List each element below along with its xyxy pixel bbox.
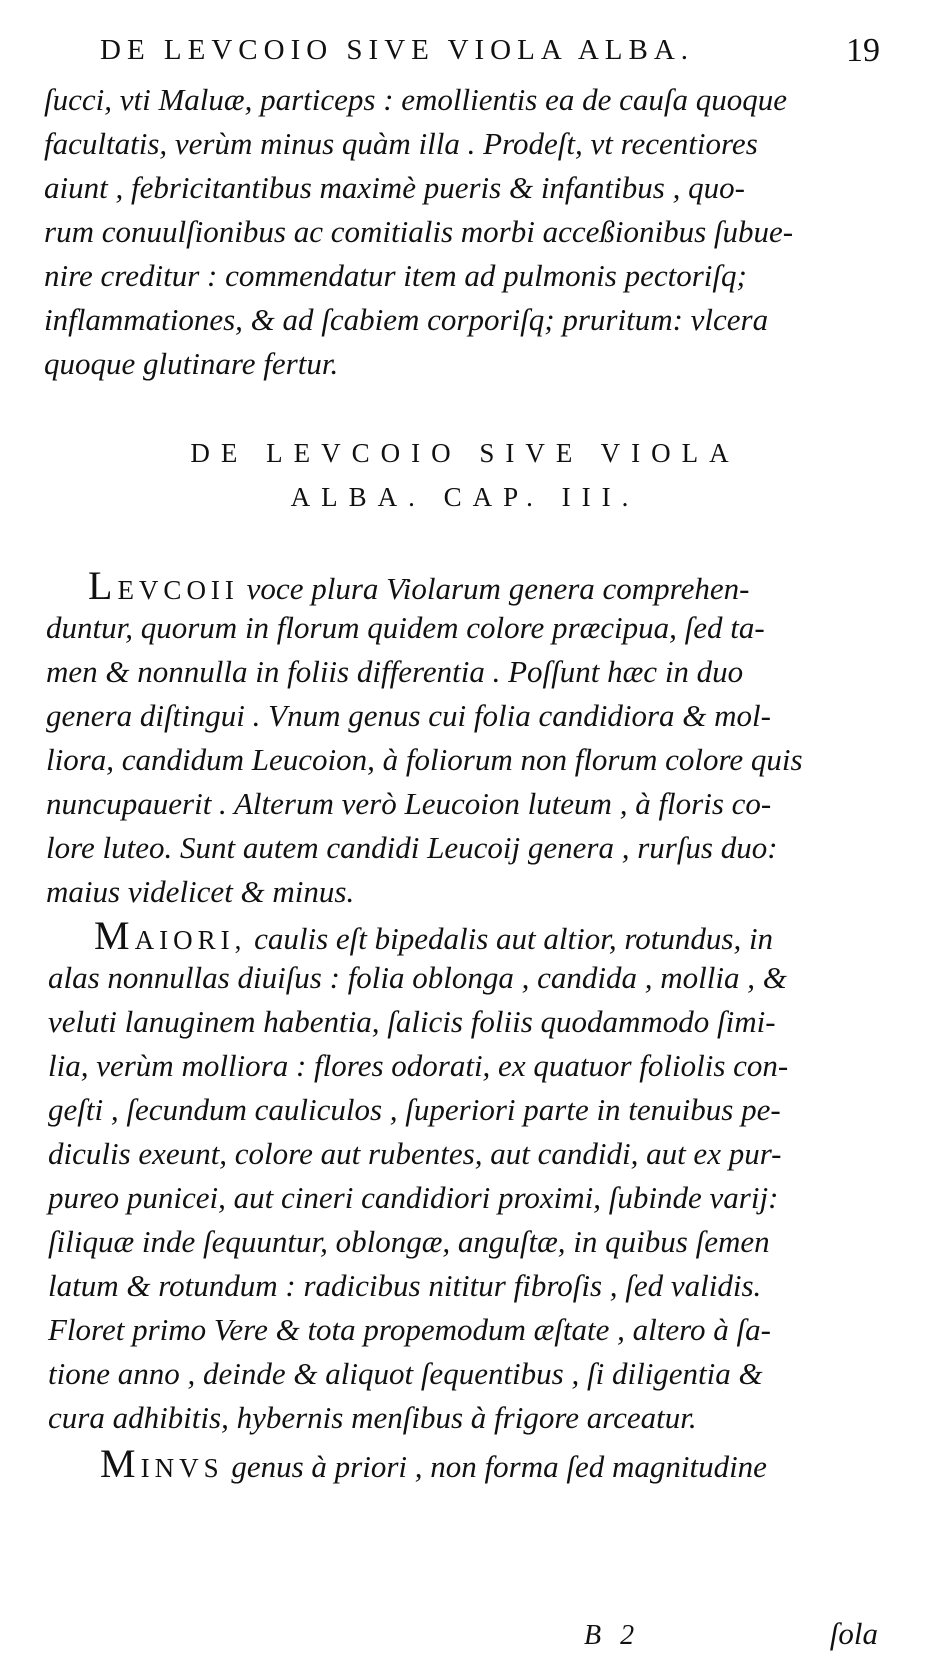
- running-title: DE LEVCOIO SIVE VIOLA ALBA.: [100, 34, 695, 66]
- text-line: geſti , ſecundum cauliculos , ſuperiori parte in tenuibus pe-: [48, 1092, 781, 1127]
- text-line: maius videlicet & minus.: [46, 874, 355, 909]
- text-line: nire creditur : commendatur item ad pulmonis pectoriſq;: [44, 258, 747, 293]
- text-line: ſiliquæ inde ſequuntur, oblongæ, anguſtæ, in quibus ſemen: [48, 1224, 770, 1259]
- text-line: rum conuulſionibus ac comitialis morbi acceßionibus ſubue-: [44, 214, 794, 249]
- catchword: ſola: [829, 1616, 878, 1651]
- paragraph-opening-line: MAIORI, caulis eſt bipedalis aut altior, rotundus, in: [94, 913, 774, 958]
- page-number: 19: [846, 32, 880, 69]
- text-line: facultatis, verùm minus quàm illa . Prodeſt, vt recentiores: [44, 126, 758, 161]
- text-line: genera diſtingui . Vnum genus cui folia candidiora & mol-: [46, 698, 771, 733]
- text-line: alas nonnullas diuiſus : folia oblonga , candida , mollia , &: [48, 960, 787, 995]
- text-line: men & nonnulla in foliis differentia . Poſſunt hæc in duo: [46, 654, 744, 689]
- lead-word: MINVS: [100, 1441, 224, 1486]
- text-line: Floret primo Vere & tota propemodum æſtate , altero à ſa-: [48, 1312, 771, 1347]
- text-line: duntur, quorum in florum quidem colore præcipua, ſed ta-: [46, 610, 765, 645]
- signature-mark: B 2: [584, 1620, 641, 1651]
- text-line: liora, candidum Leucoion, à foliorum non florum colore quis: [46, 742, 803, 777]
- text-line: tione anno , deinde & aliquot ſequentibus , ſi diligentia &: [48, 1356, 763, 1391]
- lead-word: MAIORI,: [94, 913, 247, 958]
- text-line: lia, verùm molliora : flores odorati, ex quatuor foliolis con-: [48, 1048, 789, 1083]
- text-line: diculis exeunt, colore aut rubentes, aut candidi, aut ex pur-: [48, 1136, 782, 1171]
- paragraph-opening-line: LEVCOII voce plura Violarum genera comprehen-: [88, 563, 750, 608]
- chapter-heading-line-1: DE LEVCOIO SIVE VIOLA: [190, 438, 740, 468]
- chapter-heading-line-2: ALBA. CAP. III.: [290, 482, 640, 512]
- text-line: lore luteo. Sunt autem candidi Leucoij genera , rurſus duo:: [46, 830, 778, 865]
- text-line: pureo punicei, aut cineri candidiori proximi, ſubinde varij:: [48, 1180, 779, 1215]
- text-line: veluti lanuginem habentia, ſalicis foliis quodammodo ſimi-: [48, 1004, 776, 1039]
- text-line: aiunt , febricitantibus maximè pueris & infantibus , quo-: [44, 170, 745, 205]
- lead-word: LEVCOII: [88, 563, 239, 608]
- text-line: latum & rotundum : radicibus nititur fibroſis , ſed validis.: [48, 1268, 762, 1303]
- text-line: quoque glutinare fertur.: [44, 346, 339, 381]
- text-line: cura adhibitis, hybernis menſibus à frigore arceatur.: [48, 1400, 697, 1435]
- paragraph-opening-line: MINVS genus à priori , non forma ſed magnitudine: [100, 1441, 767, 1486]
- text-line: ſucci, vti Maluæ, particeps : emollientis ea de cauſa quoque: [44, 82, 787, 117]
- text-line: nuncupauerit . Alterum verò Leucoion luteum , à floris co-: [46, 786, 772, 821]
- running-head: [100, 34, 880, 74]
- text-line: inflammationes, & ad ſcabiem corporiſq; pruritum: vlcera: [44, 302, 769, 337]
